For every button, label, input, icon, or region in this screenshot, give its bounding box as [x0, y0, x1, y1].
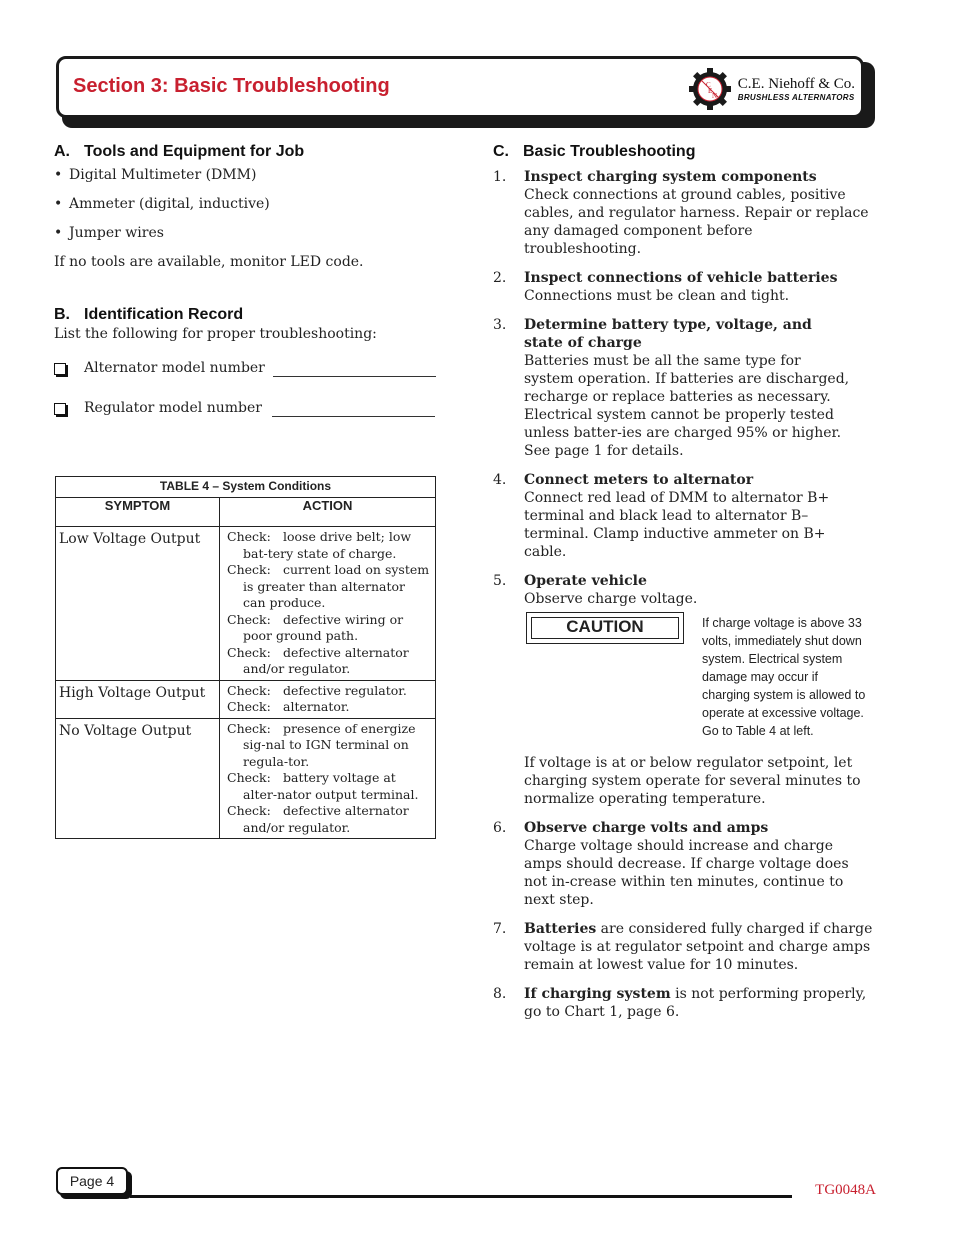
tools-list — [54, 166, 444, 242]
symptom-cell: Low Voltage Output — [56, 527, 220, 681]
action-cell: Check: presence of energize sig-nal to IGN terminal on regula-tor. Check: battery voltage at alter-nator output terminal. Check: defective alternator and/or regulator. — [220, 718, 436, 839]
table-caption: TABLE 4 – System Conditions — [56, 477, 436, 498]
alternator-checkbox-icon[interactable] — [54, 363, 66, 375]
regulator-model-field[interactable] — [54, 399, 444, 417]
section-header — [56, 56, 864, 118]
logo-company-name: C.E. Niehoff & Co. — [737, 75, 855, 92]
after-caution-text: If voltage is at or below regulator setpoint, let charging system operate for several minutes to normalize operating temperature. — [524, 755, 861, 807]
left-column — [54, 142, 444, 417]
list-item: 4. Connect meters to alternator Connect red lead of DMM to alternator B+ terminal and black lead to alternator B– terminal. Clamp inductive ammeter on B+ cable. — [493, 472, 830, 560]
footer-rule — [130, 1195, 792, 1198]
list-item: 8. If charging system is not performing properly, go to Chart 1, page 6. — [493, 986, 867, 1020]
action-cell: Check: loose drive belt; low bat-tery state of charge. Check: current load on system is greater than alternator can produce. Check: defective wiring or poor ground path. Check: defective alternator and/or regulator. — [220, 527, 436, 681]
section-a-heading: A. Tools and Equipment for Job — [54, 143, 305, 160]
troubleshooting-steps — [493, 168, 873, 1021]
list-item: • Jumper wires — [54, 225, 164, 241]
document-id: TG0048A — [815, 1182, 876, 1198]
list-item: 2. Inspect connections of vehicle batteries Connections must be clean and tight. — [493, 270, 838, 304]
field-label: Regulator model number — [84, 400, 262, 416]
regulator-checkbox-icon[interactable] — [54, 403, 66, 415]
table-row — [56, 718, 436, 839]
company-logo — [688, 68, 855, 110]
alternator-model-blank[interactable] — [273, 364, 436, 377]
list-item: 7. Batteries are considered fully charged if charge voltage is at regulator setpoint and charge amps remain at lowest value for 10 minutes. — [493, 921, 873, 973]
caution-text: If charge voltage is above 33 volts, immediately shut down system. Electrical system damage may occur if charging system is allowed to operate at excessive voltage. Go to Table 4 at left. — [702, 616, 866, 738]
regulator-model-blank[interactable] — [272, 404, 435, 417]
alternator-model-field[interactable] — [54, 359, 444, 377]
cen-gear-logo-icon — [688, 67, 732, 111]
table-row — [56, 527, 436, 681]
caution-label: CAUTION — [531, 617, 679, 639]
system-conditions-table — [55, 476, 436, 839]
symptom-cell: High Voltage Output — [56, 680, 220, 718]
list-item: 5. Operate vehicle Observe charge voltage. CAUTION If charge voltage is above 33 volts, immediately shut down system. Electrical system damage may occur if charging system is allowed to operate at excessive voltage. Go to Table 4 at left. If voltage is at or below regulator setpoint, let charging system operate for several minutes to normalize operating temperature. — [493, 572, 873, 819]
caution-box — [526, 612, 684, 644]
tools-note: If no tools are available, monitor LED code. — [54, 254, 364, 270]
svg-text:E: E — [707, 87, 713, 95]
list-item: 3. Determine battery type, voltage, and state of charge Batteries must be all the same type for system operation. If batteries are discharged, recharge or replace batteries as necessary. Electrical system cannot be properly tested unless batter-ies are charged 95% or higher. See page 1 for details. — [493, 317, 850, 459]
logo-tagline: BRUSHLESS ALTERNATORS — [737, 92, 855, 102]
column-header-symptom: SYMPTOM — [56, 498, 220, 527]
svg-text:N: N — [711, 92, 717, 100]
list-item: • Digital Multimeter (DMM) — [54, 167, 257, 183]
action-cell: Check: defective regulator. Check: alternator. — [220, 680, 436, 718]
record-intro: List the following for proper troubleshooting: — [54, 326, 377, 342]
right-column — [493, 142, 873, 1032]
table-row — [56, 680, 436, 718]
list-item: • Ammeter (digital, inductive) — [54, 196, 270, 212]
caution-callout — [524, 614, 873, 740]
list-item: 1. Inspect charging system components Check connections at ground cables, positive cables, and regulator harness. Repair or replace any damaged component before troubleshooting. — [493, 169, 869, 257]
column-header-action: ACTION — [220, 498, 436, 527]
field-label: Alternator model number — [84, 360, 265, 376]
list-item: 6. Observe charge volts and amps Charge voltage should increase and charge amps should decrease. If charge voltage does not in-crease within ten minutes, continue to next step. — [493, 820, 849, 908]
symptom-cell: No Voltage Output — [56, 718, 220, 839]
section-title: Section 3: Basic Troubleshooting — [73, 75, 390, 97]
page-number: Page 4 — [56, 1167, 128, 1195]
section-b-heading: B. Identification Record — [54, 306, 244, 323]
section-c-heading: C. Basic Troubleshooting — [493, 143, 696, 160]
svg-text:C: C — [705, 81, 711, 89]
